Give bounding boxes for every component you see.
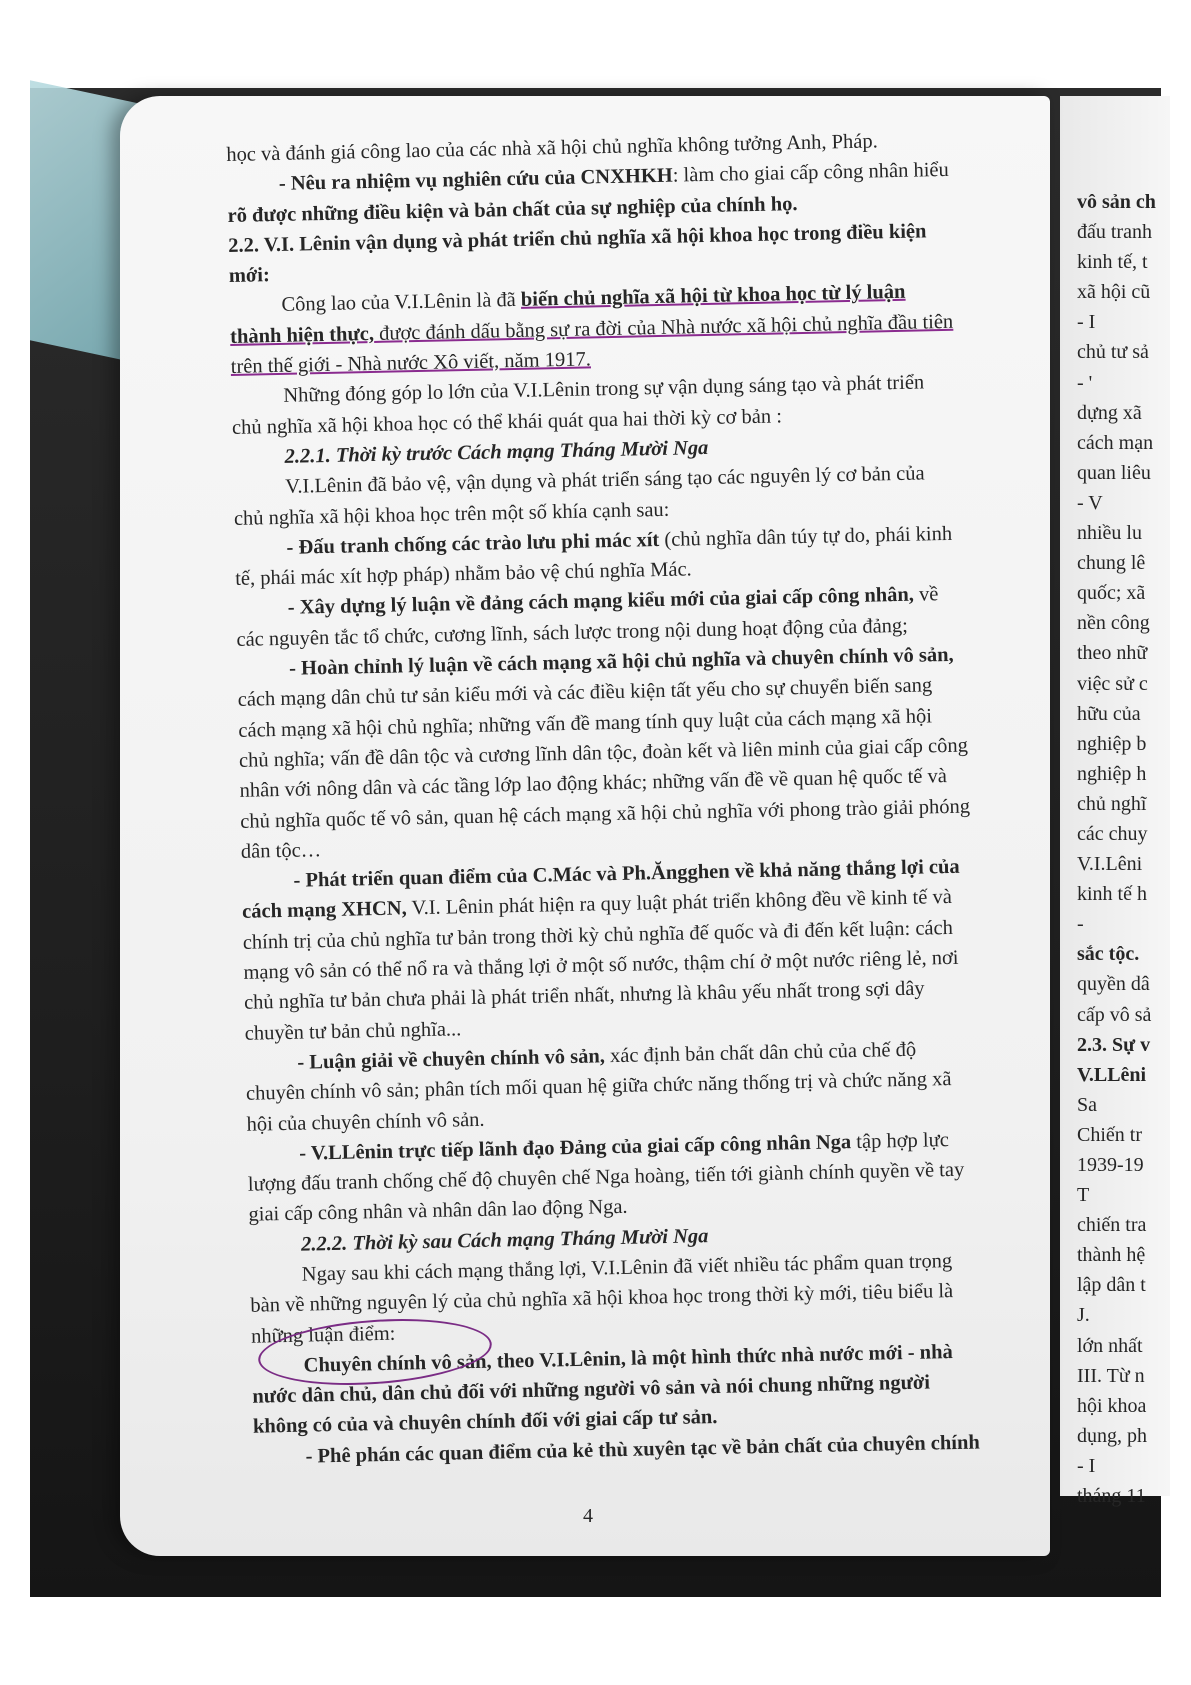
text-span: học và đánh giá công lao của các nhà xã hội chủ nghĩa không tưởng Anh, Pháp. <box>226 130 878 166</box>
adjacent-text-line: dựng xã <box>1077 401 1142 424</box>
adjacent-text-line: các chuy <box>1077 822 1148 845</box>
adjacent-text-line: dụng, ph <box>1077 1424 1147 1447</box>
adjacent-text-line: chiến tra <box>1077 1214 1147 1237</box>
text-span: giai cấp công nhân và nhân dân lao động Nga. <box>248 1196 628 1227</box>
text-span: chủ nghĩa xã hội khoa học trên một số khía cạnh sau: <box>233 498 670 530</box>
text-span: thành hiện thực, <box>229 322 375 348</box>
adjacent-text-line: V.I.Lêni <box>1077 853 1143 876</box>
adjacent-text-line: - ' <box>1077 371 1093 394</box>
text-span: Công lao của V.I.Lênin là đã <box>281 289 522 317</box>
text-span: bàn về những nguyên lý của chủ nghĩa xã hội khoa học trong thời kỳ mới, tiêu biểu là <box>250 1280 954 1318</box>
adjacent-text-line: - I <box>1077 1454 1096 1477</box>
text-span: rõ được những điều kiện và bản chất của sự nghiệp của chính họ. <box>227 192 798 227</box>
adjacent-text-line: lớn nhất <box>1077 1334 1143 1357</box>
adjacent-text-line: nghiệp b <box>1077 732 1147 755</box>
text-span: trên thế giới - Nhà nước Xô viết, năm 1917. <box>230 348 592 379</box>
page-number: 4 <box>583 1505 593 1527</box>
adjacent-text-line: chủ tư sả <box>1077 341 1149 364</box>
text-span: cách mạng dân chủ tư sản kiểu mới và các điều kiện tất yếu cho sự chuyển biến sang <box>237 674 933 712</box>
adjacent-text-line: quan liêu <box>1077 461 1151 484</box>
text-span: biến chủ nghĩa xã hội từ khoa học từ lý luận <box>520 281 906 312</box>
adjacent-text-line: tháng 11 <box>1077 1485 1146 1508</box>
text-span: 2.2. V.I. Lênin vận dụng và phát triển chủ nghĩa xã hội khoa học trong điều kiện <box>227 220 927 257</box>
text-span: (chủ nghĩa dân túy tự do, phái kinh <box>659 522 953 551</box>
adjacent-text-line: nhiều lu <box>1077 522 1142 545</box>
text-span: hội của chuyên chính vô sản. <box>246 1108 485 1136</box>
adjacent-text-line: cấp vô sả <box>1077 1003 1152 1026</box>
adjacent-text-line: hữu của <box>1077 702 1141 725</box>
text-span: cách mạng XHCN, <box>241 897 407 924</box>
adjacent-text-line: III. Từ n <box>1077 1364 1145 1387</box>
adjacent-text-line: quyền dâ <box>1077 973 1150 996</box>
text-span: mạng vô sản có thể nổ ra và thắng lợi ở một số nước, thậm chí ở một nước riêng lẻ, nơi <box>243 946 959 984</box>
adjacent-text-line: nghiệp h <box>1077 762 1147 785</box>
adjacent-text-line: lập dân t <box>1077 1274 1146 1297</box>
adjacent-text-line: 1939-19 <box>1077 1154 1144 1176</box>
text-span: - Đấu tranh chống các trào lưu phi mác xít <box>286 528 660 559</box>
text-span: V.I.Lênin đã bảo vệ, vận dụng và phát triển sáng tạo các nguyên lý cơ bản của <box>285 462 925 499</box>
text-span: 2.2.1. Thời kỳ trước Cách mạng Tháng Mười Nga <box>284 436 709 468</box>
adjacent-text-line: quốc; xã <box>1077 582 1146 605</box>
main-text-block <box>226 123 1074 1473</box>
text-span: - Luận giải về chuyên chính vô sản, <box>297 1045 606 1074</box>
adjacent-text-line: 2.3. Sự v <box>1077 1033 1151 1056</box>
adjacent-text-line: T <box>1077 1184 1090 1207</box>
adjacent-text-line: Chiến tr <box>1077 1123 1142 1146</box>
text-span: tế, phái mác xít hợp pháp) nhằm bảo vệ chú nghĩa Mác. <box>234 558 692 591</box>
text-span: chủ nghĩa quốc tế vô sản, quan hệ cách mạng xã hội chủ nghĩa với phong trào giải phóng <box>240 795 971 833</box>
adjacent-text-line: đấu tranh <box>1077 221 1152 244</box>
adjacent-text-line: chung lê <box>1077 552 1146 575</box>
adjacent-text-line: hội khoa <box>1077 1394 1147 1417</box>
text-span: chủ nghĩa tư bản chưa phải là phát triển nhất, nhưng là khâu yếu nhất trong sợi dây <box>243 977 925 1015</box>
adjacent-text-line: chủ nghĩ <box>1077 792 1147 815</box>
text-span: : làm cho giai cấp công nhân hiểu <box>672 159 949 187</box>
text-span: cách mạng xã hội chủ nghĩa; những vấn đề mang tính quy luật của cách mạng xã hội <box>238 704 933 742</box>
text-span: - V.LLênin trực tiếp lãnh đạo Đảng của giai cấp công nhân Nga <box>299 1130 852 1165</box>
text-span: - Nêu ra nhiệm vụ nghiên cứu của CNXHKH <box>278 164 673 196</box>
text-span: chủ nghĩa xã hội khoa học có thể khái quát qua hai thời kỳ cơ bản : <box>231 405 783 439</box>
text-span: các nguyên tắc tổ chức, cương lĩnh, sách lược trong nội dung hoạt động của đảng; <box>236 614 909 651</box>
text-span: tập hợp lực <box>850 1128 950 1153</box>
text-span: chính trị của chủ nghĩa tư bản trong thời kỳ chủ nghĩa đế quốc và đi đến kết luận: cách <box>242 916 954 954</box>
adjacent-text-line: cách mạn <box>1077 431 1154 454</box>
text-span: V.I. Lênin phát hiện ra quy luật phát triển không đều về kinh tế và <box>406 886 953 920</box>
text-span: xác định bản chất dân chủ của chế độ <box>604 1038 917 1068</box>
text-span: được đánh dấu bằng sự ra đời của Nhà nước xã hội chủ nghĩa đầu tiên <box>373 310 954 345</box>
adjacent-text-line: xã hội cũ <box>1077 281 1151 304</box>
text-span: chuyền tư bản chủ nghĩa... <box>244 1017 462 1045</box>
adjacent-text-line: nền công <box>1077 612 1150 635</box>
text-span: chủ nghĩa; vấn đề dân tộc và cương lĩnh dân tộc, đoàn kết và liên minh của giai cấp công <box>238 734 969 772</box>
adjacent-text-line: sắc tộc. <box>1077 943 1140 966</box>
adjacent-text-line: theo nhữ <box>1077 642 1148 665</box>
adjacent-text-line: Sa <box>1077 1093 1097 1116</box>
adjacent-text-line: kinh tế h <box>1077 883 1147 906</box>
adjacent-text-line: V.LLêni <box>1077 1063 1147 1086</box>
adjacent-text-line: việc sử c <box>1077 672 1148 695</box>
text-span: những luận điểm: <box>250 1322 396 1348</box>
text-span: - Hoàn chỉnh lý luận về cách mạng xã hội chủ nghĩa và chuyên chính vô sản, <box>288 643 954 680</box>
text-span: Ngay sau khi cách mạng thắng lợi, V.I.Lênin đã viết nhiều tác phẩm quan trọng <box>301 1250 953 1286</box>
text-span: - Phát triển quan điểm của C.Mác và Ph.Ăngghen về khả năng thắng lợi của <box>293 855 960 892</box>
text-span: không có của và chuyên chính đối với giai cấp tư sản. <box>252 1406 718 1439</box>
adjacent-text-line: - I <box>1077 311 1096 334</box>
text-span: mới: <box>228 264 271 288</box>
adjacent-text-line: J. <box>1077 1304 1090 1327</box>
text-span: nhân với nông dân và các tầng lớp lao động khác; những vấn đề về quan hệ quốc tế và <box>239 765 948 803</box>
text-span: Những đóng góp lo lớn của V.I.Lênin trong sự vận dụng sáng tạo và phát triển <box>283 371 925 408</box>
adjacent-text-line: - <box>1077 913 1084 936</box>
text-span: - Xây dựng lý luận về đảng cách mạng kiểu mới của giai cấp công nhân, <box>287 584 915 620</box>
adjacent-text-line: vô sản ch <box>1077 191 1156 213</box>
text-span: lượng đấu tranh chống chế độ chuyên chế Nga hoàng, tiến tới giành chính quyền về tay <box>247 1158 965 1196</box>
adjacent-text-line: - V <box>1077 491 1103 514</box>
text-span: dân tộc… <box>240 838 322 863</box>
text-span: Chuyên chính vô sản, theo V.I.Lênin, là một hình thức nhà nước mới - nhà <box>303 1340 953 1377</box>
text-span: chuyên chính vô sản; phân tích mối quan hệ giữa chức năng thống trị và chức năng xã <box>245 1068 952 1105</box>
adjacent-text-line: kinh tế, t <box>1077 251 1148 274</box>
adjacent-page-text <box>1077 187 1177 1511</box>
adjacent-text-line: thành hệ <box>1077 1244 1146 1267</box>
text-span: 2.2.2. Thời kỳ sau Cách mạng Tháng Mười Nga <box>300 1224 709 1256</box>
text-span: về <box>913 583 939 607</box>
text-span: - Phê phán các quan điểm của kẻ thù xuyên tạc về bản chất của chuyên chính <box>305 1431 980 1468</box>
text-span: nước dân chủ, dân chủ đối với những người vô sản và nói chung những người <box>252 1371 931 1408</box>
